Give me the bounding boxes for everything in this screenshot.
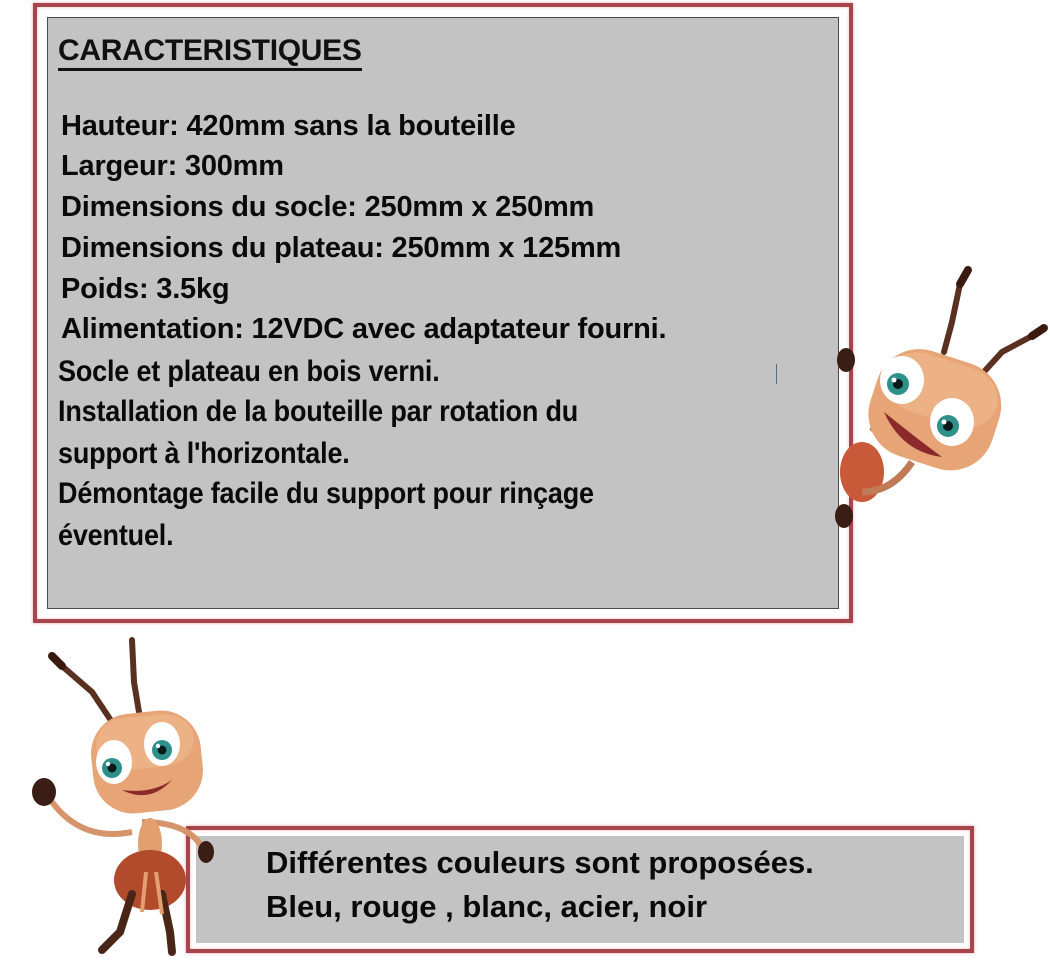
spec-line-weight: Poids: 3.5kg [61, 273, 230, 305]
colors-line-intro: Différentes couleurs sont proposées. [266, 845, 814, 880]
spec-line-installation-cont: support à l'horizontale. [58, 437, 350, 470]
spec-line-installation: Installation de la bouteille par rotation du [58, 395, 579, 428]
spec-line-base-dimensions: Dimensions du socle: 250mm x 250mm [61, 191, 595, 223]
spec-line-height: Hauteur: 420mm sans la bouteille [61, 110, 516, 142]
spec-line-material: Socle et plateau en bois verni. [58, 355, 440, 388]
specs-title: CARACTERISTIQUES [58, 34, 362, 71]
text-cursor [776, 364, 777, 384]
spec-line-width: Largeur: 300mm [61, 150, 284, 182]
spec-line-power: Alimentation: 12VDC avec adaptateur fourni. [61, 313, 667, 345]
spec-line-tray-dimensions: Dimensions du plateau: 250mm x 125mm [61, 232, 622, 264]
spec-line-disassembly: Démontage facile du support pour rinçage [58, 477, 594, 510]
spec-line-disassembly-cont: éventuel. [58, 519, 174, 552]
colors-line-options: Bleu, rouge , blanc, acier, noir [266, 889, 708, 924]
ant-peeking-icon [832, 262, 1050, 532]
ant-waving-icon [22, 632, 222, 962]
